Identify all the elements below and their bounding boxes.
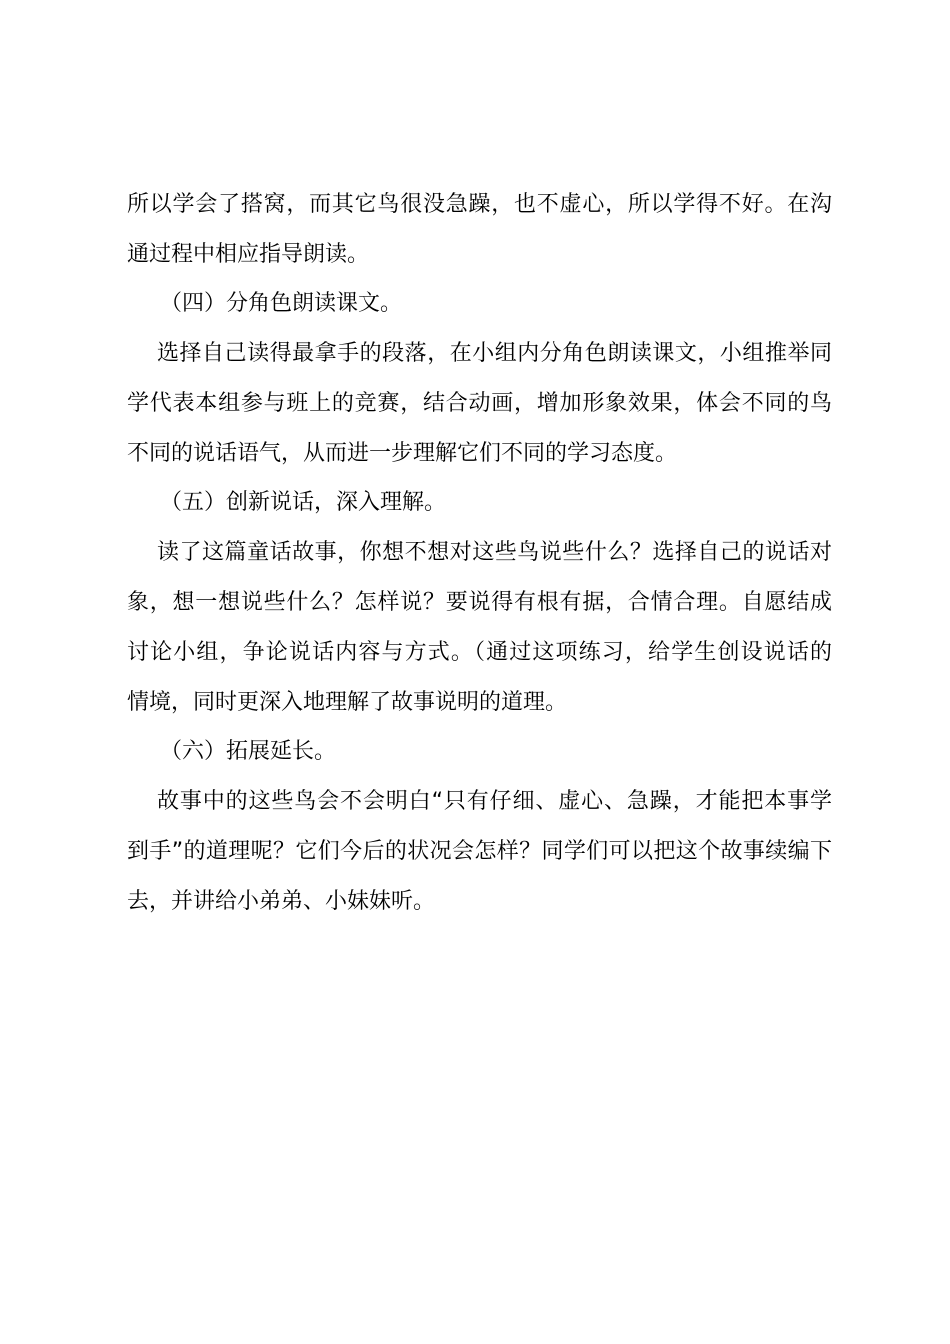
paragraph-line: 故事中的这些鸟会不会明白“只有仔细、虚心、急躁，才能把本事学: [157, 789, 832, 814]
paragraph-line: 所以学会了搭窝，而其它鸟很没急躁，也不虚心，所以学得不好。在沟: [127, 192, 832, 217]
paragraph-line: 去，并讲给小弟弟、小妹妹听。: [127, 889, 436, 914]
paragraph-line: 学代表本组参与班上的竞赛，结合动画，增加形象效果，体会不同的鸟: [127, 391, 832, 416]
paragraph-line: 选择自己读得最拿手的段落，在小组内分角色朗读课文，小组推举同: [157, 341, 832, 366]
paragraph-line: 情境，同时更深入地理解了故事说明的道理。: [127, 690, 568, 715]
section-heading-4: （四）分角色朗读课文。: [160, 291, 403, 316]
paragraph-line: 象，想一想说些什么？怎样说？要说得有根有据，合情合理。自愿结成: [127, 590, 832, 615]
section-heading-6: （六）拓展延长。: [160, 739, 337, 764]
paragraph-line: 到手”的道理呢？它们今后的状况会怎样？同学们可以把这个故事续编下: [127, 839, 832, 864]
section-heading-5: （五）创新说话，深入理解。: [160, 490, 447, 515]
paragraph-line: 通过程中相应指导朗读。: [127, 242, 370, 267]
paragraph-line: 读了这篇童话故事，你想不想对这些鸟说些什么？选择自己的说话对: [157, 540, 832, 565]
paragraph-line: 讨论小组，争论说话内容与方式。（通过这项练习，给学生创设说话的: [127, 640, 832, 665]
paragraph-line: 不同的说话语气，从而进一步理解它们不同的学习态度。: [127, 441, 678, 466]
